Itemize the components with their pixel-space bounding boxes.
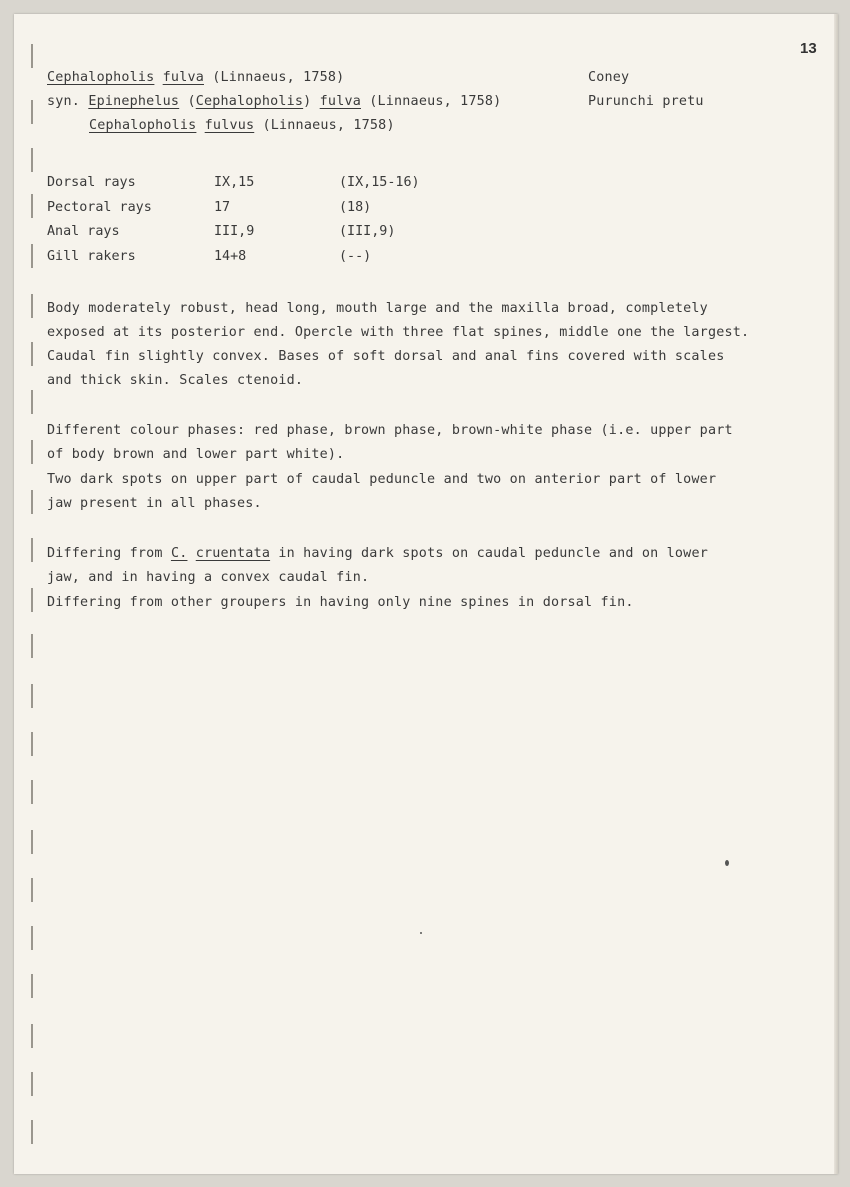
count-label: Pectoral rays <box>47 200 152 215</box>
synonym-line-2 <box>89 118 395 133</box>
species-author: (Linnaeus, 1758) <box>203 70 345 85</box>
text-span <box>187 546 195 561</box>
synonym-1-author: (Linnaeus, 1758) <box>360 94 502 109</box>
count-range: (IX,15-16) <box>339 175 420 190</box>
species-name-line <box>47 70 344 85</box>
count-range: (III,9) <box>339 224 396 239</box>
synonym-1-genus: Epinephelus <box>88 94 180 109</box>
common-name-2: Purunchi pretu <box>588 94 704 109</box>
paragraph-line: Different colour phases: red phase, brown phase, brown-white phase (i.e. upper part <box>47 423 733 438</box>
synonym-line-1 <box>47 94 501 109</box>
paragraph-line: and thick skin. Scales ctenoid. <box>47 373 304 388</box>
paragraph-line: Body moderately robust, head long, mouth large and the maxilla broad, completely <box>47 301 708 316</box>
count-range: (--) <box>339 249 372 264</box>
count-value: 14+8 <box>214 249 247 264</box>
paragraph-line <box>47 546 708 561</box>
count-label: Dorsal rays <box>47 175 136 190</box>
synonym-2-genus: Cephalopholis <box>89 118 197 133</box>
species-ref-genus: C. <box>170 546 188 561</box>
synonym-1-paren-close: ) <box>303 94 320 109</box>
paragraph-line: jaw present in all phases. <box>47 496 262 511</box>
species-epithet: fulva <box>162 70 204 85</box>
count-value: 17 <box>214 200 231 215</box>
page-number: 13 <box>800 40 817 57</box>
synonym-1-paren-open: ( <box>179 94 196 109</box>
synonym-1-epithet: fulva <box>319 94 361 109</box>
paragraph-line: Differing from other groupers in having only nine spines in dorsal fin. <box>47 595 634 610</box>
paper-mark <box>420 932 422 934</box>
synonym-2-author: (Linnaeus, 1758) <box>254 118 395 133</box>
paragraph-line: exposed at its posterior end. Opercle with three flat spines, middle one the largest. <box>47 325 750 340</box>
paragraph-line: Caudal fin slightly convex. Bases of soft dorsal and anal fins covered with scales <box>47 349 725 364</box>
page-edge <box>834 14 838 1174</box>
paragraph-line: jaw, and in having a convex caudal fin. <box>47 570 370 585</box>
synonym-prefix: syn. <box>47 94 89 109</box>
count-range: (18) <box>339 200 372 215</box>
count-value: III,9 <box>214 224 255 239</box>
binding-holes <box>31 44 37 1164</box>
paragraph-line: Two dark spots on upper part of caudal peduncle and two on anterior part of lower <box>47 472 717 487</box>
count-label: Gill rakers <box>47 249 136 264</box>
species-ref-epithet: cruentata <box>195 546 271 561</box>
synonym-1-subgenus: Cephalopholis <box>195 94 304 109</box>
count-label: Anal rays <box>47 224 120 239</box>
document-page <box>14 14 838 1174</box>
text-span: Differing from <box>47 546 171 561</box>
text-span: in having dark spots on caudal peduncle and on lower <box>270 546 708 561</box>
paragraph-line: of body brown and lower part white). <box>47 447 345 462</box>
count-value: IX,15 <box>214 175 255 190</box>
species-genus: Cephalopholis <box>47 70 155 85</box>
common-name-1: Coney <box>588 70 630 85</box>
synonym-2-epithet: fulvus <box>204 118 255 133</box>
paper-mark <box>725 860 729 866</box>
